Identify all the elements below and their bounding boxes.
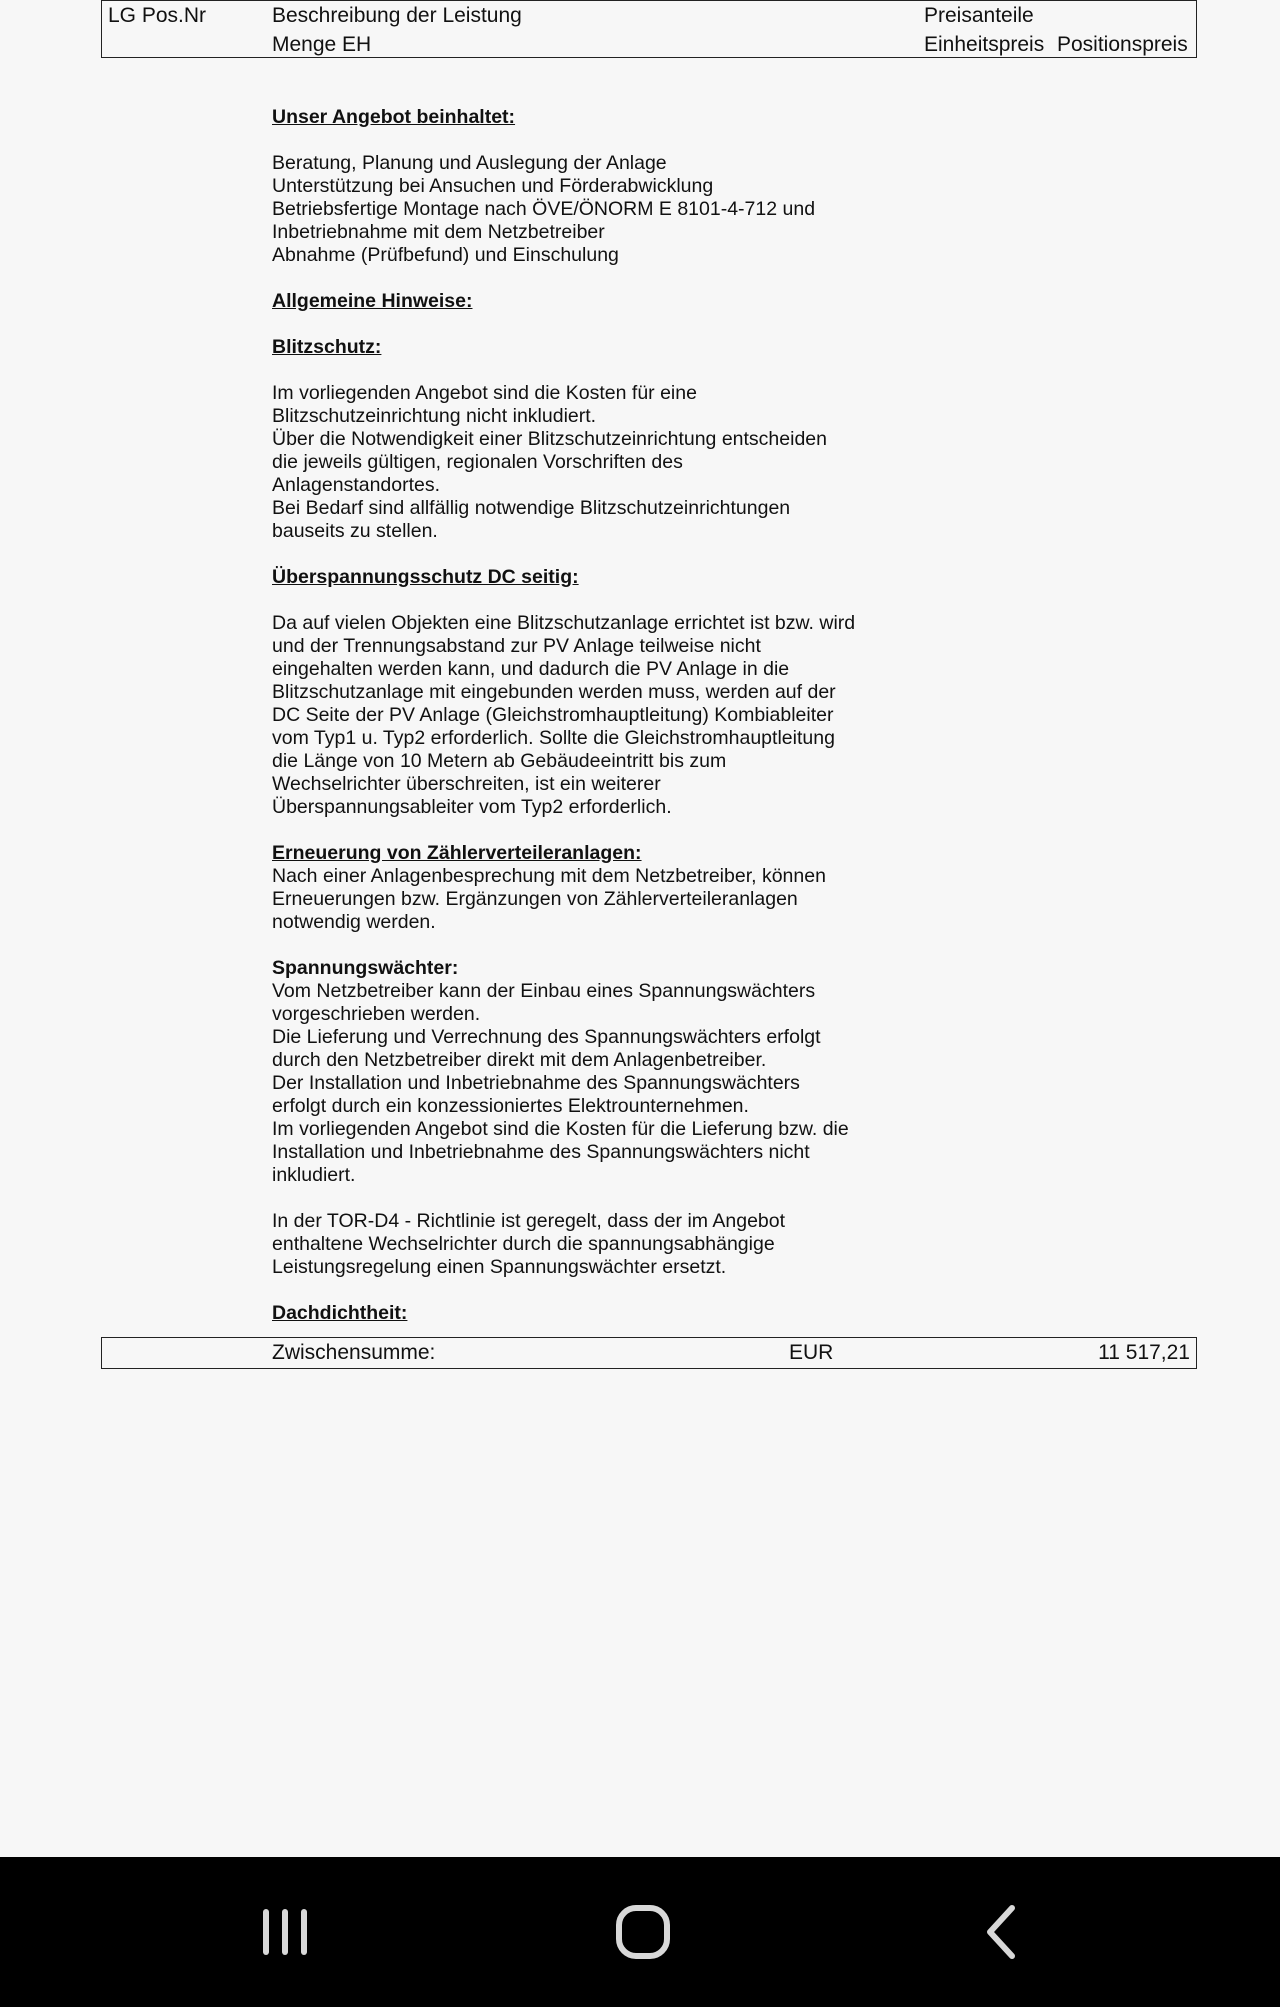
tor-paragraph bbox=[272, 1210, 972, 1279]
text-line: Wechselrichter überschreiten, ist ein weiterer bbox=[272, 773, 661, 795]
text-line: In der TOR-D4 - Richtlinie ist geregelt, dass der im Angebot bbox=[272, 1210, 786, 1232]
lightning-paragraph bbox=[272, 382, 972, 543]
text-line: Im vorliegenden Angebot sind die Kosten für eine bbox=[272, 382, 697, 404]
section-title-meter: Erneuerung von Zählerverteileranlagen: bbox=[272, 842, 642, 864]
text-line: eingehalten werden kann, und dadurch die PV Anlage in die bbox=[272, 658, 790, 680]
system-navigation-bar bbox=[0, 1857, 1280, 2007]
subtotal-label: Zwischensumme: bbox=[272, 1341, 436, 1364]
text-line: Da auf vielen Objekten eine Blitzschutzanlage errichtet ist bzw. wird bbox=[272, 612, 856, 634]
text-line: Nach einer Anlagenbesprechung mit dem Netzbetreiber, können bbox=[272, 865, 826, 887]
text-line: Bei Bedarf sind allfällig notwendige Blitzschutzeinrichtungen bbox=[272, 497, 791, 519]
header-pos-nr: LG Pos.Nr bbox=[108, 4, 207, 27]
text-line: Leistungsregelung einen Spannungswächter ersetzt. bbox=[272, 1256, 727, 1278]
text-line: durch den Netzbetreiber direkt mit dem Anlagenbetreiber. bbox=[272, 1049, 767, 1071]
header-position-price: Positionspreis bbox=[1057, 33, 1188, 56]
header-description: Beschreibung der Leistung bbox=[272, 4, 522, 27]
text-line: die Länge von 10 Metern ab Gebäudeeintritt bis zum bbox=[272, 750, 727, 772]
text-line: Im vorliegenden Angebot sind die Kosten für die Lieferung bzw. die bbox=[272, 1118, 849, 1140]
text-line: Beratung, Planung und Auslegung der Anlage bbox=[272, 152, 667, 174]
document-content bbox=[272, 106, 972, 1325]
recent-apps-icon bbox=[257, 1904, 313, 1960]
text-line: Betriebsfertige Montage nach ÖVE/ÖNORM E 8101-4-712 und bbox=[272, 198, 816, 220]
text-line: Anlagenstandortes. bbox=[272, 474, 441, 496]
text-line: erfolgt durch ein konzessioniertes Elektrounternehmen. bbox=[272, 1095, 749, 1117]
section-title-general: Allgemeine Hinweise: bbox=[272, 290, 473, 312]
text-line: notwendig werden. bbox=[272, 911, 436, 933]
text-line: DC Seite der PV Anlage (Gleichstromhauptleitung) Kombiableiter bbox=[272, 704, 834, 726]
text-line: Die Lieferung und Verrechnung des Spannungswächters erfolgt bbox=[272, 1026, 821, 1048]
section-title-offer: Unser Angebot beinhaltet: bbox=[272, 106, 516, 128]
offer-paragraph bbox=[272, 152, 972, 267]
text-line: Blitzschutzanlage mit eingebunden werden muss, werden auf der bbox=[272, 681, 836, 703]
text-line: bauseits zu stellen. bbox=[272, 520, 438, 542]
header-unit-price: Einheitspreis bbox=[924, 33, 1045, 56]
text-line: Überspannungsableiter vom Typ2 erforderlich. bbox=[272, 796, 672, 818]
table-header bbox=[101, 0, 1197, 58]
text-line: Über die Notwendigkeit einer Blitzschutzeinrichtung entscheiden bbox=[272, 428, 827, 450]
section-title-roof: Dachdichtheit: bbox=[272, 1302, 408, 1324]
text-line: inkludiert. bbox=[272, 1164, 356, 1186]
meter-paragraph bbox=[272, 865, 972, 934]
text-line: enthaltene Wechselrichter durch die spannungsabhängige bbox=[272, 1233, 775, 1255]
text-line: Erneuerungen bzw. Ergänzungen von Zählerverteileranlagen bbox=[272, 888, 798, 910]
text-line: Vom Netzbetreiber kann der Einbau eines Spannungswächters bbox=[272, 980, 816, 1002]
text-line: Installation und Inbetriebnahme des Spannungswächters nicht bbox=[272, 1141, 810, 1163]
section-title-voltage-monitor: Spannungswächter: bbox=[272, 957, 459, 979]
header-price-parts: Preisanteile bbox=[924, 4, 1034, 27]
text-line: Blitzschutzeinrichtung nicht inkludiert. bbox=[272, 405, 597, 427]
subtotal-currency: EUR bbox=[789, 1341, 834, 1364]
text-line: vorgeschrieben werden. bbox=[272, 1003, 481, 1025]
section-title-surge: Überspannungsschutz DC seitig: bbox=[272, 566, 579, 588]
text-line: Inbetriebnahme mit dem Netzbetreiber bbox=[272, 221, 605, 243]
home-button[interactable] bbox=[563, 1857, 723, 2007]
text-line: Der Installation und Inbetriebnahme des Spannungswächters bbox=[272, 1072, 800, 1094]
text-line: Unterstützung bei Ansuchen und Förderabwicklung bbox=[272, 175, 714, 197]
text-line: die jeweils gültigen, regionalen Vorschriften des bbox=[272, 451, 683, 473]
subtotal-amount: 11 517,21 bbox=[1098, 1341, 1190, 1364]
home-icon bbox=[613, 1902, 673, 1962]
voltage-paragraph bbox=[272, 980, 972, 1187]
subtotal-row bbox=[101, 1337, 1197, 1369]
text-line: Abnahme (Prüfbefund) und Einschulung bbox=[272, 244, 619, 266]
surge-paragraph bbox=[272, 612, 972, 819]
section-title-lightning: Blitzschutz: bbox=[272, 336, 382, 358]
header-quantity-unit: Menge EH bbox=[272, 33, 372, 56]
text-line: vom Typ1 u. Typ2 erforderlich. Sollte die Gleichstromhauptleitung bbox=[272, 727, 835, 749]
text-line: und der Trennungsabstand zur PV Anlage teilweise nicht bbox=[272, 635, 761, 657]
back-icon bbox=[976, 1902, 1026, 1962]
back-button[interactable] bbox=[921, 1857, 1081, 2007]
recent-apps-button[interactable] bbox=[205, 1857, 365, 2007]
